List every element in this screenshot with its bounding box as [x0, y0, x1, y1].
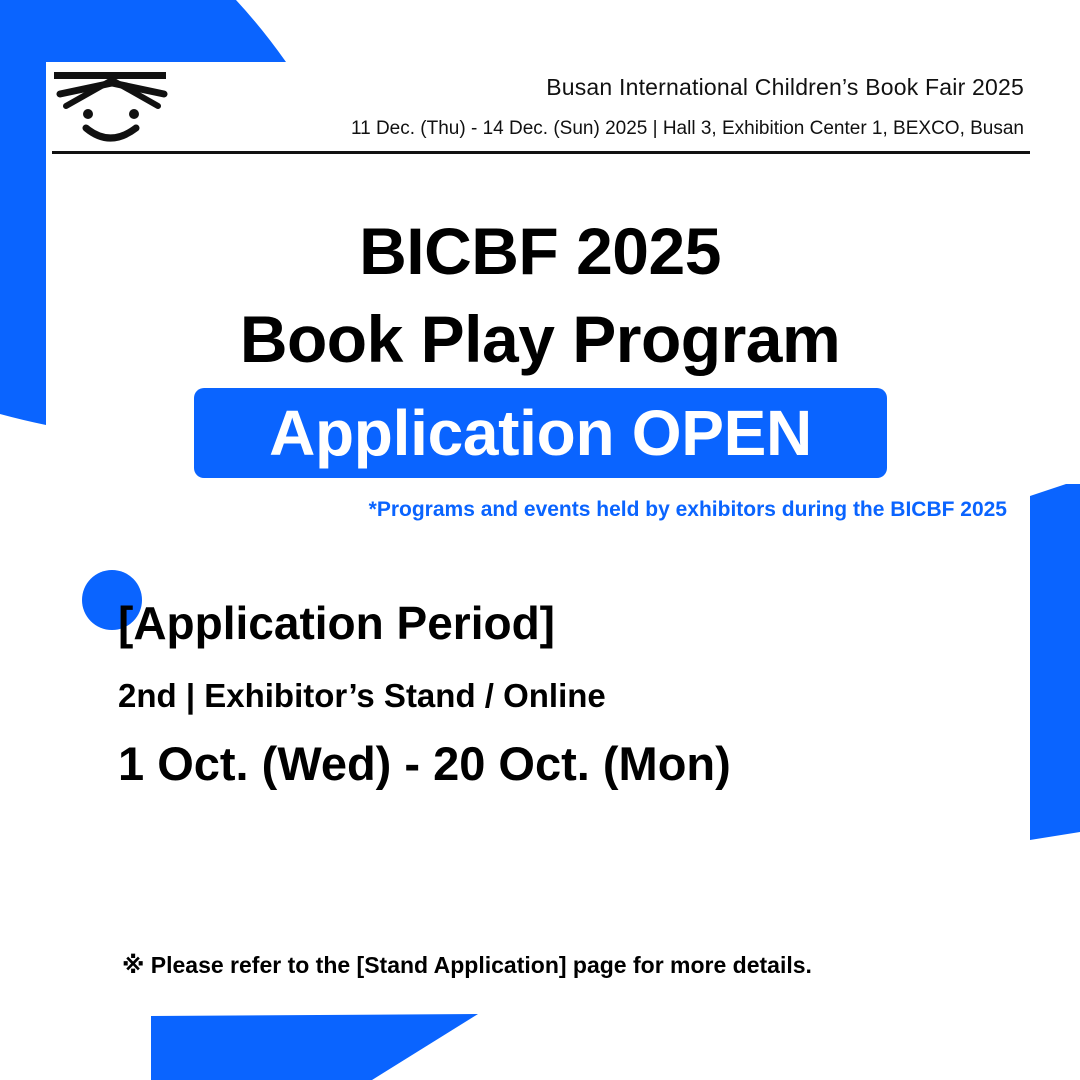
smiling-face-logo-icon — [52, 66, 172, 150]
header-divider — [52, 151, 1030, 154]
right-band-shape — [1030, 484, 1080, 840]
badge-label: Application OPEN — [269, 397, 812, 469]
application-open-badge — [194, 388, 887, 478]
footnote: ※ Please refer to the [Stand Application] page for more details. — [122, 952, 812, 978]
main-title-line1: BICBF 2025 — [359, 214, 721, 288]
period-dates: 1 Oct. (Wed) - 20 Oct. (Mon) — [118, 737, 731, 790]
fair-name: Busan International Children’s Book Fair 2025 — [546, 74, 1024, 100]
main-title-line2: Book Play Program — [239, 302, 841, 376]
bottom-shape — [151, 1014, 478, 1080]
fair-date-venue: 11 Dec. (Thu) - 14 Dec. (Sun) 2025 | Hall 3, Exhibition Center 1, BEXCO, Busan — [350, 118, 1024, 139]
period-heading: [Application Period] — [118, 597, 555, 649]
period-round: 2nd | Exhibitor’s Stand / Online — [118, 677, 606, 714]
program-note: *Programs and events held by exhibitors during the BICBF 2025 — [368, 498, 1007, 521]
